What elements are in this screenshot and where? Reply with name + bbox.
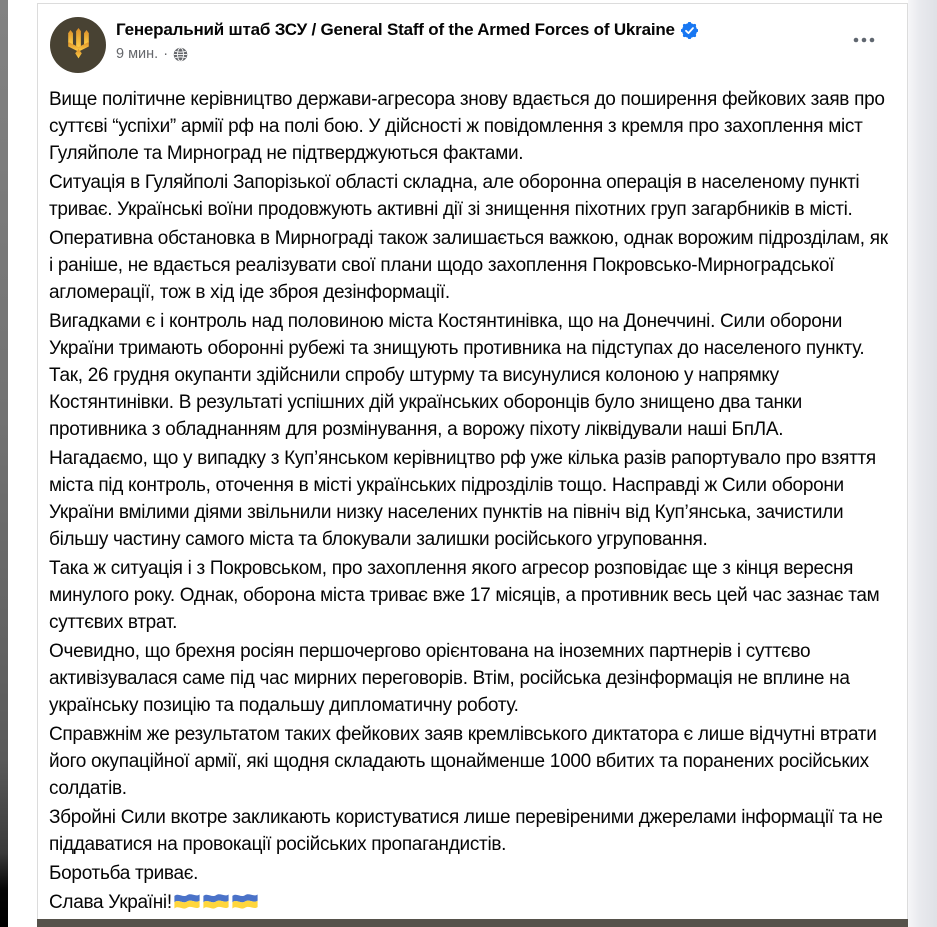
post-paragraph: Справжнім же результатом таких фейкових заяв кремлівського диктатора є лише відчутні втрати його окупаційної армії, які щодня складають щонайменше 1000 вбитих та поранених російських солдатів. [49, 724, 877, 799]
ellipsis-icon [853, 37, 875, 43]
page-name-row [116, 19, 698, 41]
facebook-post-card [37, 3, 908, 920]
post-paragraph: Нагадаємо, що у випадку з Куп’янськом керівництво рф уже кілька разів рапортувало про взяття міста під контроль, оточення в місті українських підрозділів тощо. Насправді ж Сили оборони України вмілими діями звільнили низку населених пунктів на північ від Куп’янська, зачистили більшу частину самого міста та блокували залишки російського угруповання. [49, 448, 876, 550]
post-paragraph: Така ж ситуація і з Покровськом, про захоплення якого агресор розповідає ще з кінця вересня минулого року. Однак, оборона міста триває вже 17 місяців, а противник весь цей час зазнає там суттєвих втрат. [49, 558, 880, 633]
post-header-text [116, 17, 698, 63]
verified-badge-icon [681, 22, 698, 39]
post-paragraph: Вигадками є і контроль над половиною міста Костянтинівка, що на Донеччині. Сили оборони України тримають оборонні рубежі та знищують противника на підступах до населеного пункту. Так, 26 грудня окупанти здійснили спробу штурму та висунулися колоною у напрямку Костянтинівки. В результаті успішних дій українських оборонців було знищено два танки противника з обладнанням для розмінування, а ворожу піхоту ліквідували наші БпЛА. [49, 311, 865, 440]
ukraine-flag-emoji [202, 891, 230, 912]
avatar[interactable] [50, 17, 106, 73]
ukraine-flag-emoji [231, 891, 259, 912]
post-text [38, 73, 907, 916]
meta-separator: · [163, 46, 169, 62]
page-background-right [908, 0, 937, 927]
post-header [38, 4, 907, 73]
post-paragraph: Вище політичне керівництво держави-агресора знову вдається до поширення фейкових заяв про суттєві “успіхи” армії рф на полі бою. У дійсності ж повідомлення з кремля про захоплення міст Гуляйполе та Мирноград не підтверджуються фактами. [49, 89, 885, 164]
post-paragraph: Збройні Сили вкотре закликають користуватися лише перевіреними джерелами інформації та не піддаватися на провокації російських пропагандистів. [49, 807, 883, 855]
post-paragraph: Ситуація в Гуляйполі Запорізької області складна, але оборонна операція в населеному пункті триває. Українські воїни продовжують активні дії зі знищення піхотних груп загарбників в місті. [49, 172, 860, 220]
globe-icon [173, 47, 188, 62]
ukraine-flag-emoji [173, 891, 201, 912]
post-paragraph: Очевидно, що брехня росіян першочергово орієнтована на іноземних партнерів і суттєво активізувалася саме під час мирних переговорів. Втім, російська дезінформація не вплине на українську позицію та подальшу дипломатичну роботу. [49, 641, 850, 716]
post-paragraph: Оперативна обстановка в Мирнограді також залишається важкою, однак ворожим підрозділам, як і раніше, не вдається реалізувати свої плани щодо захоплення Покровсько-Мирноградської агломерації, тож в хід іде зброя дезінформації. [49, 228, 888, 303]
post-timestamp[interactable]: 9 мин. [116, 46, 159, 62]
trident-icon [65, 28, 92, 63]
post-meta-row [116, 45, 698, 63]
post-options-button[interactable] [847, 31, 881, 49]
page-name-link[interactable]: Генеральний штаб ЗСУ / General Staff of the Armed Forces of Ukraine [116, 20, 675, 39]
window-edge-left [0, 0, 8, 927]
next-content-edge [37, 919, 908, 927]
post-paragraph: Слава Україні! [49, 889, 894, 916]
post-paragraph: Боротьба триває. [49, 863, 199, 884]
